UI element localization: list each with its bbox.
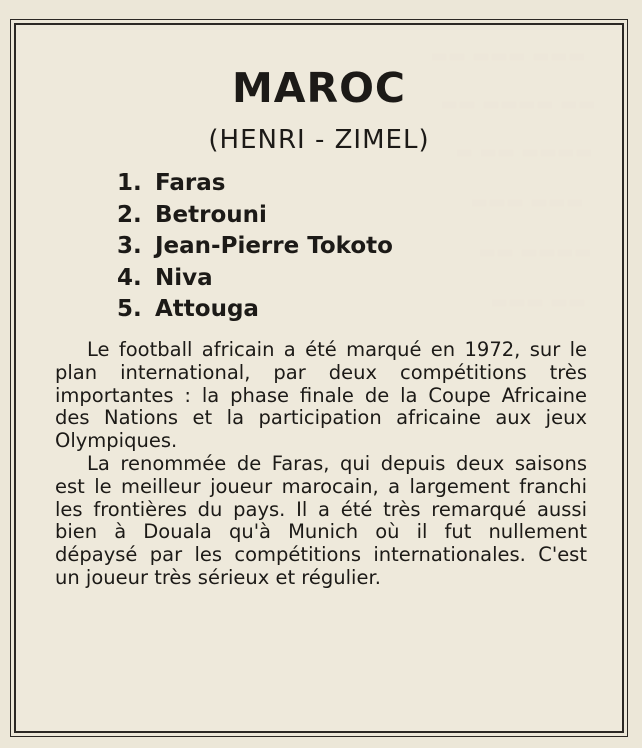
rank-number: 2. bbox=[117, 201, 142, 228]
rank-number: 4. bbox=[117, 264, 142, 291]
page-title: MAROC bbox=[231, 64, 407, 112]
rank-number: 1. bbox=[117, 170, 142, 196]
player-name: Jean-Pierre Tokoto bbox=[155, 233, 393, 259]
paragraph: La renommée de Faras, qui depuis deux saisons est le meilleur joueur marocain, a largement franchi les frontières du pays. Il a été très remarqué aussi bien à Douala qu'à Munich où il fut nullement dépaysé par les compétitions internationales. C'est un joueur très sérieux et régulier. bbox=[55, 451, 587, 589]
list-item bbox=[117, 263, 393, 295]
list-item bbox=[117, 231, 393, 263]
rank-number: 3. bbox=[117, 233, 142, 259]
player-name: Niva bbox=[155, 264, 213, 291]
ranking-list bbox=[117, 168, 393, 326]
list-item bbox=[117, 200, 393, 232]
paragraph: Le football africain a été marqué en 1972, sur le plan international, par deux compétitions très importantes : la phase finale de la Coupe Africaine des Nations et la participation africaine aux jeux Olympiques. bbox=[55, 338, 587, 453]
article-body bbox=[55, 339, 587, 590]
player-name: Attouga bbox=[155, 296, 259, 322]
article-subtitle: (HENRI - ZIMEL) bbox=[208, 125, 430, 155]
list-item bbox=[117, 168, 393, 200]
list-item bbox=[117, 294, 393, 326]
player-name: Betrouni bbox=[155, 201, 267, 228]
player-name: Faras bbox=[155, 170, 226, 196]
rank-number: 5. bbox=[117, 296, 142, 322]
article-box bbox=[14, 23, 624, 733]
